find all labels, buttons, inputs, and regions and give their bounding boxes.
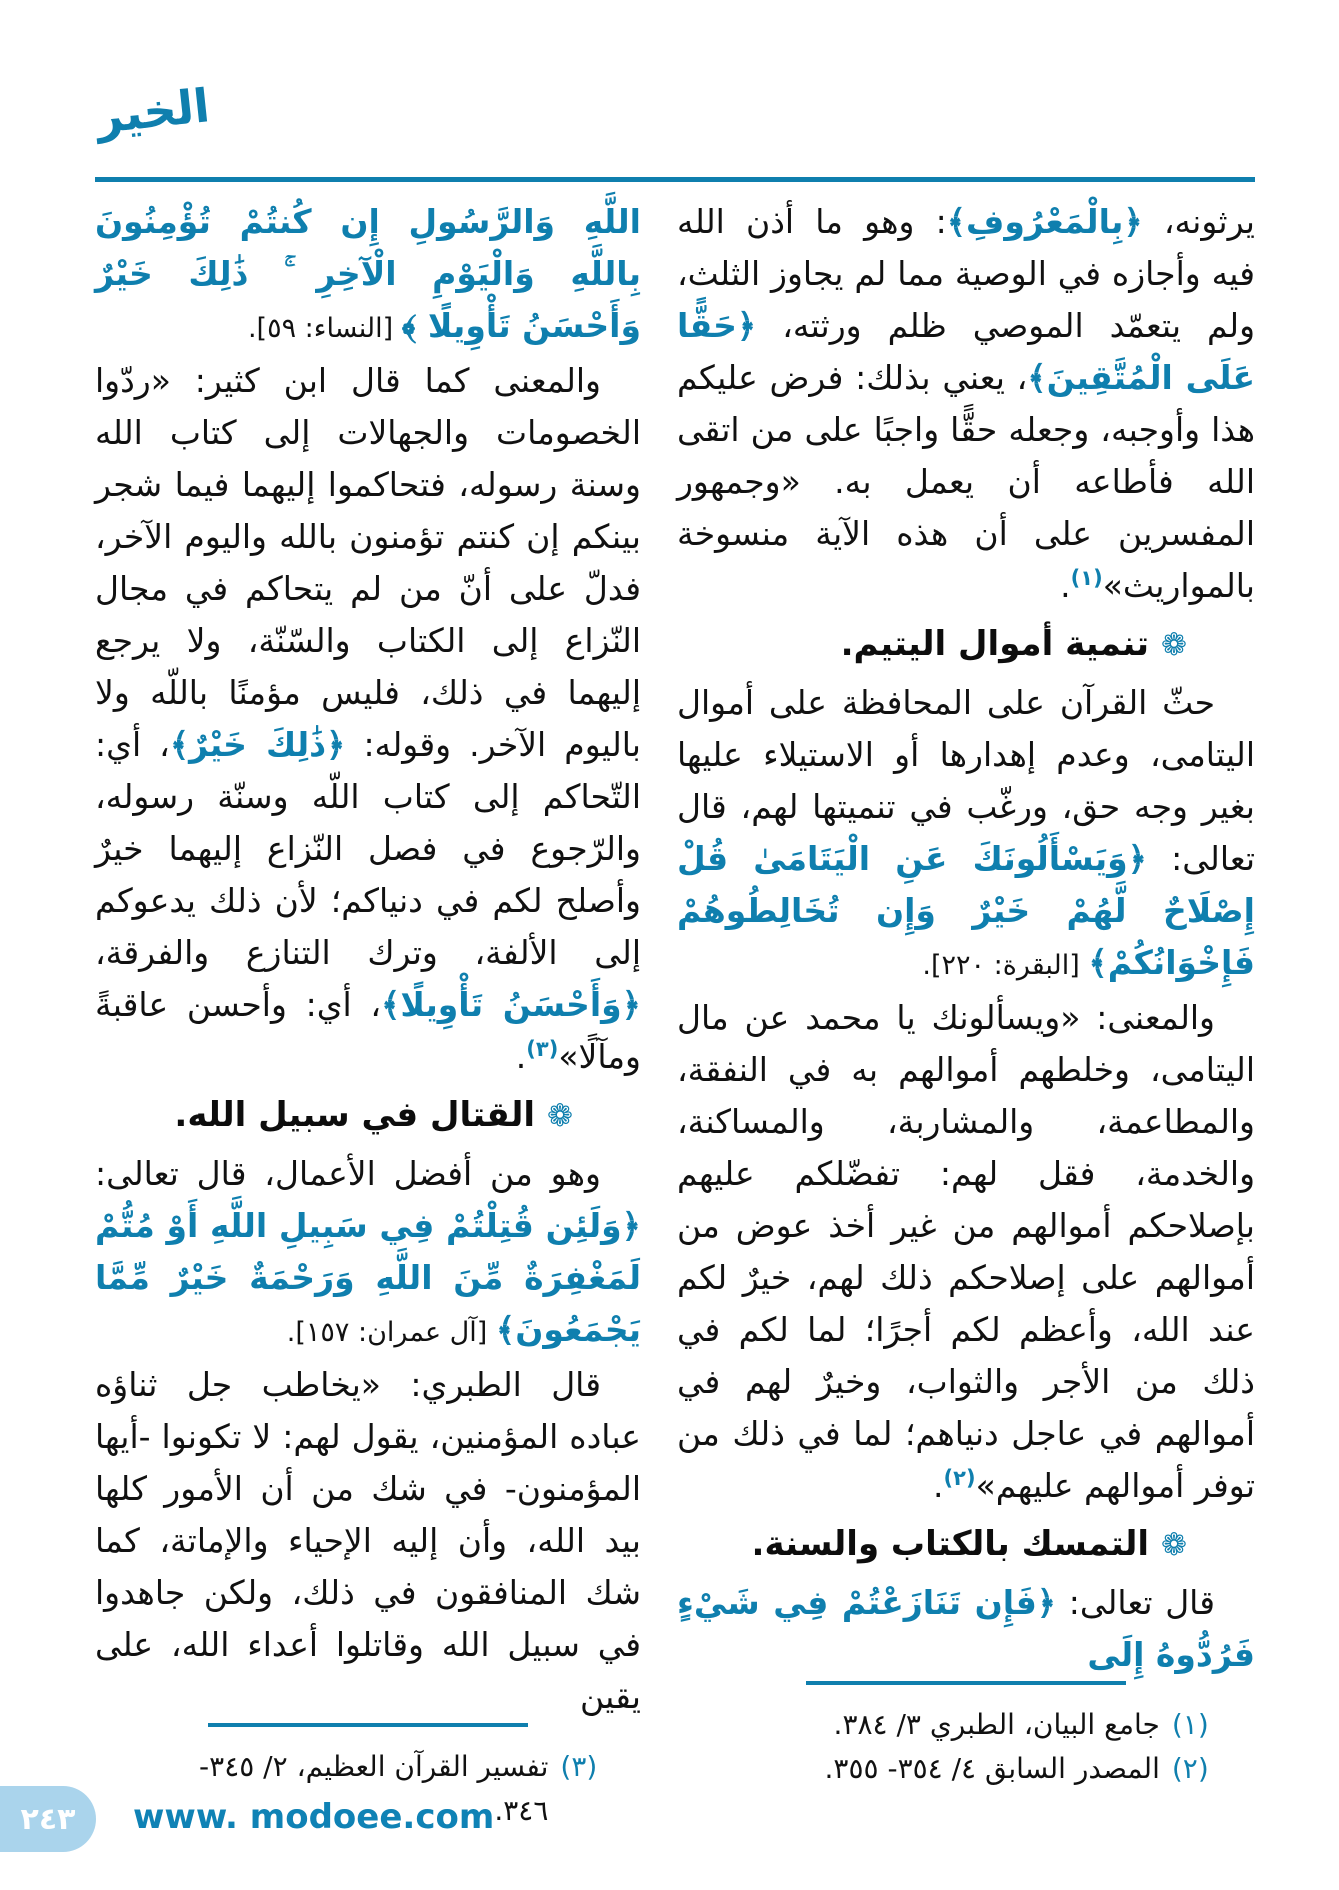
- quran-verse-inline: ﴿حَقًّا عَلَى الْمُتَّقِينَ﴾: [677, 306, 1255, 397]
- section-heading: [677, 618, 1255, 671]
- footnote-item: [723, 1747, 1209, 1791]
- verse-reference: [آل عمران: ١٥٧].: [286, 1317, 496, 1348]
- section-heading-label: القتال في سبيل الله.: [174, 1095, 536, 1135]
- flower-ornament-icon: ❁: [1161, 1527, 1187, 1563]
- body-text: ، يعني بذلك: فرض عليكم هذا وأوجبه، وجعله حقًّا واجبًا على من اتقى الله فأطاعه أن يعمل به. «وجمهور المفسرين على أن هذه الآية منسوخة بالمواريث»: [677, 358, 1255, 605]
- body-text: قال الطبري: «يخاطب جل ثناؤه عباده المؤمنين، يقول لهم: لا تكونوا -أيها المؤمنون- في شك من أن الأمور كلها بيد الله، وأن إليه الإحياء والإماتة، كما شك المنافقون في ذلك، ولكن جاهدوا في سبيل الله وقاتلوا أعداء الله، على يقين: [95, 1365, 641, 1716]
- body-text: والمعنى كما قال ابن كثير: «ردّوا الخصومات والجهالات إلى كتاب الله وسنة رسوله، فتحاكموا إليهما فيما شجر بينكم إن كنتم تؤمنون بالله واليوم الآخر، فدلّ على أنّ من لم يتحاكم في مجال النّزاع إلى الكتاب والسّنّة، ولا يرجع إليهما في ذلك، فليس مؤمنًا باللّه ولا باليوم الآخر. وقوله:: [95, 361, 641, 764]
- page-number-badge: [0, 1786, 96, 1852]
- footnote-text: تفسير القرآن العظيم، ٢/ ٣٤٥- ٣٤٦.: [199, 1750, 549, 1827]
- column-right: [677, 196, 1255, 1785]
- paragraph: [677, 992, 1255, 1512]
- body-text: ، أي: وأحسن عاقبةً ومآلًا»: [95, 985, 641, 1076]
- section-heading: [95, 1089, 641, 1142]
- verse-reference: [البقرة: ٢٢٠].: [922, 950, 1089, 981]
- section-heading: [677, 1518, 1255, 1571]
- flower-ornament-icon: ❁: [1161, 627, 1187, 663]
- section-heading-label: التمسك بالكتاب والسنة.: [751, 1524, 1150, 1564]
- footnote-divider: [806, 1681, 1126, 1685]
- paragraph: [95, 196, 641, 355]
- body-text: والمعنى: «ويسألونك يا محمد عن مال اليتامى، وخلطهم أموالهم به في النفقة، والمطاعمة، والمشاربة، والمساكنة، والخدمة، فقل لهم: تفضّلكم عليهم بإصلاحكم أموالهم من غير أخذ عوض من أموالهم على إصلاحكم ذلك لهم، خيرٌ لكم عند الله، وأعظم لكم أجرًا؛ لما لكم في ذلك من الأجر والثواب، وخيرٌ لهم في أموالهم في عاجل دنياهم؛ لما في ذلك من توفر أموالهم عليهم»: [677, 998, 1255, 1505]
- paragraph: [677, 196, 1255, 612]
- footnotes-right: [723, 1681, 1209, 1791]
- footnote-text: المصدر السابق ٤/ ٣٥٤- ٣٥٥.: [824, 1752, 1160, 1785]
- verse-reference: [النساء: ٥٩].: [247, 313, 402, 344]
- body-text: قال تعالى:: [1056, 1583, 1215, 1622]
- footnote-ref: (٢): [943, 1466, 976, 1490]
- paragraph: [677, 677, 1255, 992]
- footnote-number: (١): [1171, 1708, 1209, 1741]
- paragraph: [677, 1577, 1255, 1681]
- body-text: ، أي: التّحاكم إلى كتاب اللّه وسنّة رسوله، والرّجوع في فصل النّزاع إليهما خيرٌ وأصلح لكم في دنياكم؛ لأن ذلك يدعوكم إلى الألفة، وترك التنازع والفرقة،: [95, 725, 641, 972]
- quran-verse-inline: ﴿وَأَحْسَنُ تَأْوِيلًا﴾: [381, 985, 641, 1024]
- body-text: .: [1060, 566, 1071, 605]
- flower-ornament-icon: ❁: [547, 1098, 573, 1134]
- header-divider: [95, 177, 1255, 182]
- page-number: ٢٤٣: [20, 1801, 76, 1837]
- section-heading-label: تنمية أموال اليتيم.: [840, 624, 1150, 664]
- body-text: يرثونه،: [1142, 202, 1255, 241]
- quran-verse-inline: ﴿بِالْمَعْرُوفِ﴾: [946, 202, 1143, 241]
- footnote-item: [723, 1703, 1209, 1747]
- body-text: .: [515, 1037, 527, 1076]
- footnote-ref: (١): [1070, 566, 1103, 590]
- footnote-number: (٣): [560, 1750, 598, 1783]
- quran-verse: ﴿فَإِن تَنَازَعْتُمْ فِي شَيْءٍ فَرُدُّوهُ إِلَى: [677, 1583, 1255, 1674]
- quran-verse: اللَّهِ وَالرَّسُولِ إِن كُنتُمْ تُؤْمِنُونَ بِاللَّهِ وَالْيَوْمِ الْآخِرِ ۚ ذَٰلِكَ خَيْرٌ وَأَحْسَنُ تَأْوِيلًا ﴾: [95, 202, 641, 345]
- body-text: : وهو ما أذن الله فيه وأجازه في الوصية مما لم يجاوز الثلث، ولم يتعمّد الموصي ظلم ورثته،: [677, 202, 1255, 345]
- paragraph: [95, 1359, 641, 1723]
- footnote-ref: (٣): [526, 1037, 559, 1061]
- quran-verse-inline: ﴿ذَٰلِكَ خَيْرٌ﴾: [169, 725, 346, 764]
- quran-verse: ﴿وَلَئِن قُتِلْتُمْ فِي سَبِيلِ اللَّهِ أَوْ مُتُّمْ لَمَغْفِرَةٌ مِّنَ اللَّهِ وَرَحْمَةٌ خَيْرٌ مِّمَّا يَجْمَعُونَ﴾: [95, 1206, 641, 1349]
- footnote-divider: [208, 1723, 528, 1727]
- body-text: حثّ القرآن على المحافظة على أموال اليتامى، وعدم إهدارها أو الاستيلاء عليها بغير وجه حق، ورغّب في تنميتها لهم، قال تعالى:: [677, 683, 1255, 878]
- paragraph: [95, 355, 641, 1083]
- quran-verse: ﴿وَيَسْأَلُونَكَ عَنِ الْيَتَامَىٰ قُلْ إِصْلَاحٌ لَّهُمْ خَيْرٌ وَإِن تُخَالِطُوهُمْ فَإِخْوَانُكُمْ﴾: [677, 839, 1255, 982]
- footnote-text: جامع البيان، الطبري ٣/ ٣٨٤.: [833, 1708, 1160, 1741]
- paragraph: [95, 1148, 641, 1359]
- body-text: .: [933, 1466, 944, 1505]
- page-title: الخير: [93, 78, 213, 144]
- website-text: www. modoee.com: [133, 1797, 495, 1837]
- footnote-number: (٢): [1171, 1752, 1209, 1785]
- body-text: وهو من أفضل الأعمال، قال تعالى:: [95, 1154, 601, 1193]
